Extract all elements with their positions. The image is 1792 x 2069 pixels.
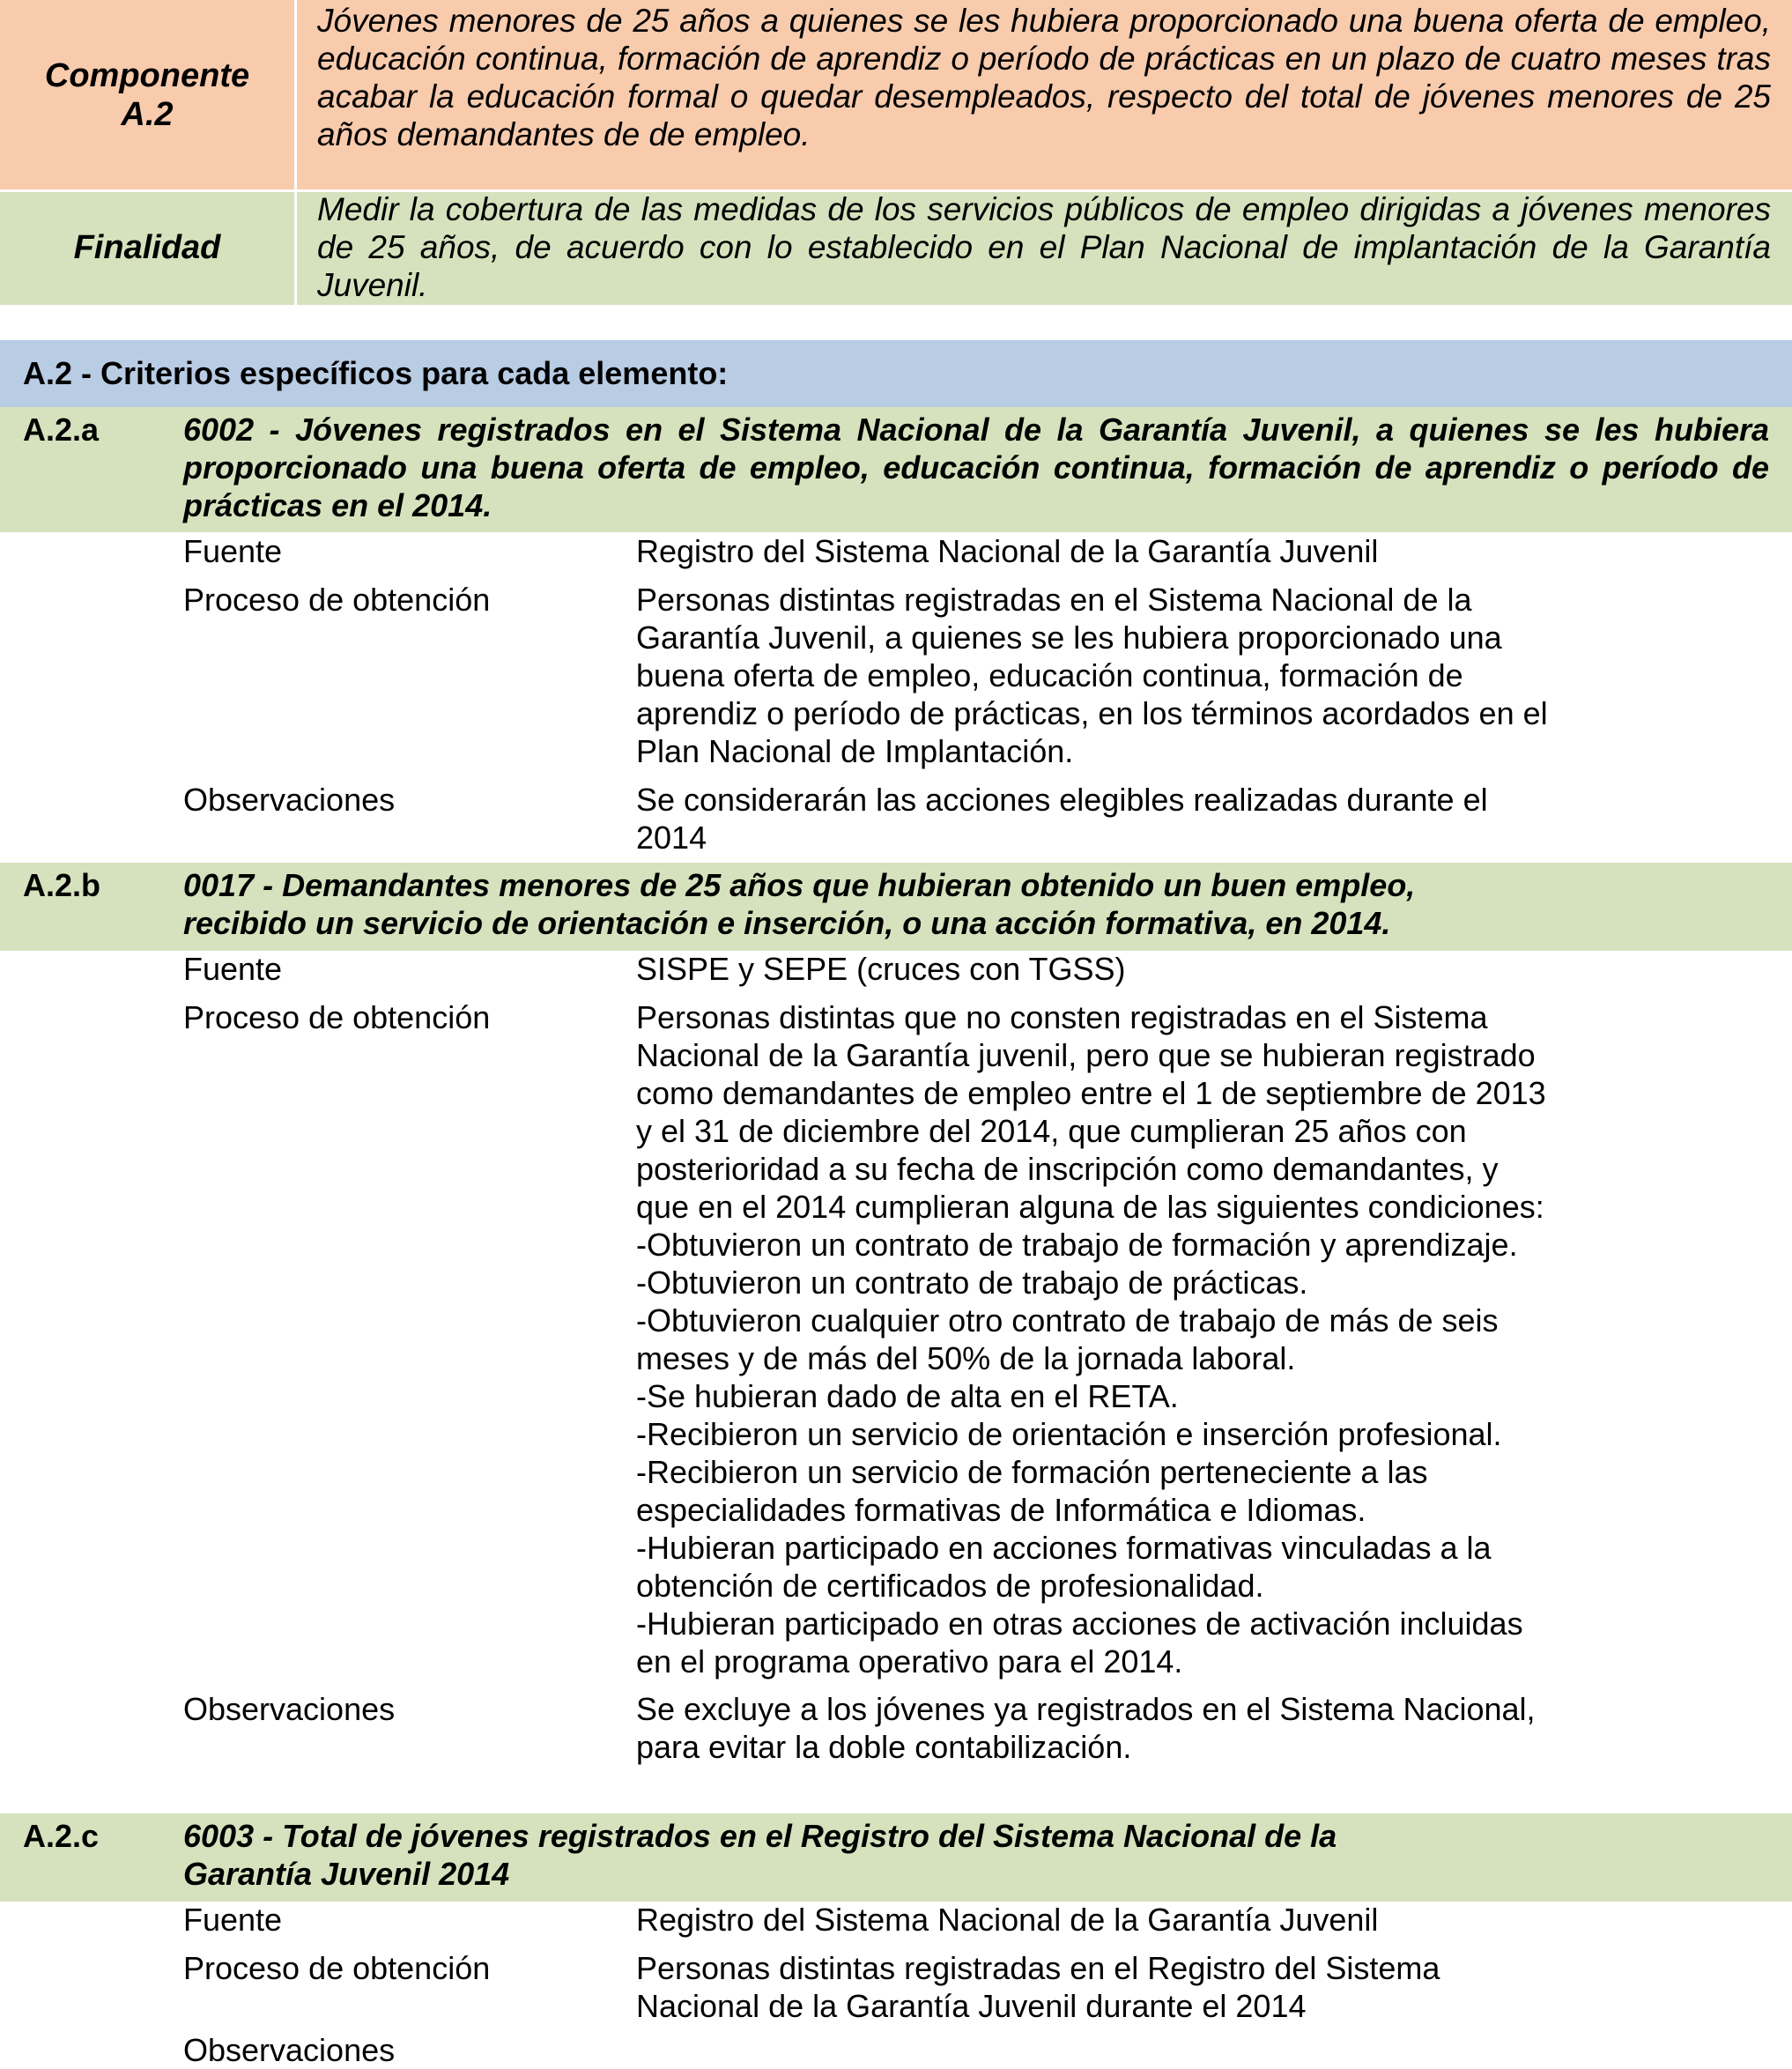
item-c-title: 6003 - Total de jóvenes registrados en el Registro del Sistema Nacional de la Garantía Juvenil 2014 <box>183 1818 1337 1892</box>
item-c-source-label: Fuente <box>183 1902 283 1938</box>
item-c-process-value: Personas distintas registradas en el Registro del Sistema Nacional de la Garantía Juvenil durante el 2014 <box>636 1950 1440 2024</box>
section-header: A.2 - Criterios específicos para cada elemento: <box>23 355 729 391</box>
item-b-source-label: Fuente <box>183 951 283 987</box>
item-a-source-value: Registro del Sistema Nacional de la Garantía Juvenil <box>636 533 1379 569</box>
item-b-process-value: Personas distintas que no consten registradas en el Sistema Nacional de la Garantía juvenil, pero que se hubieran registrado como demandantes de empleo entre el 1 de septiembre de 2013 y el 31 de diciembre del 2014, que cumplieran 25 años con posterioridad a su fecha de inscripción como demandantes, y que en el 2014 cumplieran alguna de las siguientes condiciones: -Obtuvieron un contrato de trabajo de formación y aprendizaje. -Obtuvieron un contrato de trabajo de prácticas. -Obtuvieron cualquier otro contrato de trabajo de más de seis meses y de más del 50% de la jornada laboral. -Se hubieran dado de alta en el RETA. -Recibieron un servicio de orientación e inserción profesional. -Recibieron un servicio de formación perteneciente a las especialidades formativas de Informática e Idiomas. -Hubieran participado en acciones formativas vinculadas a la obtención de certificados de profesionalidad. -Hubieran participado en otras acciones de activación incluidas en el programa operativo para el 2014. <box>636 999 1546 1680</box>
item-c-observations-label: Observaciones <box>183 2032 396 2068</box>
item-a-code: A.2.a <box>23 412 100 448</box>
item-a-observations-label: Observaciones <box>183 782 396 818</box>
component-description: Jóvenes menores de 25 años a quienes se les hubiera proporcionado una buena oferta de empleo, educación continua, formación de aprendiz o período de prácticas en un plazo de cuatro meses tras acabar la educación formal o quedar desempleados, respecto del total de jóvenes menores de 25 años demandantes de de empleo. <box>317 3 1771 152</box>
item-a-process-label: Proceso de obtención <box>183 582 491 618</box>
item-b-code: A.2.b <box>23 867 101 903</box>
item-a-observations-value: Se considerarán las acciones elegibles realizadas durante el 2014 <box>636 782 1488 856</box>
item-b-title: 0017 - Demandantes menores de 25 años que hubieran obtenido un buen empleo, recibido un servicio de orientación e inserción, o una acción formativa, en 2014. <box>183 867 1416 941</box>
component-label <box>0 0 294 190</box>
item-b-source-value: SISPE y SEPE (cruces con TGSS) <box>636 951 1126 987</box>
item-c-process-label: Proceso de obtención <box>183 1950 491 1986</box>
item-c-code: A.2.c <box>23 1818 100 1854</box>
item-a-source-label: Fuente <box>183 533 283 569</box>
component-label-line2: A.2 <box>121 96 174 133</box>
table-column-divider <box>294 0 297 305</box>
item-a-process-value: Personas distintas registradas en el Sistema Nacional de la Garantía Juvenil, a quienes se les hubiera proporcionado una buena oferta de empleo, educación continua, formación de aprendiz o período de prácticas, en los términos acordados en el Plan Nacional de Implantación. <box>636 582 1548 769</box>
purpose-label: Finalidad <box>73 229 221 266</box>
item-c-source-value: Registro del Sistema Nacional de la Garantía Juvenil <box>636 1902 1379 1938</box>
item-b-observations-value: Se excluye a los jóvenes ya registrados en el Sistema Nacional, para evitar la doble contabilización. <box>636 1691 1536 1765</box>
item-b-process-label: Proceso de obtención <box>183 999 491 1035</box>
item-b-observations-label: Observaciones <box>183 1691 396 1727</box>
purpose-description: Medir la cobertura de las medidas de los servicios públicos de empleo dirigidas a jóvenes menores de 25 años, de acuerdo con lo establecido en el Plan Nacional de implantación de la Garantía Juvenil. <box>317 191 1771 303</box>
component-label-line1: Componente <box>44 57 250 94</box>
item-a-title: 6002 - Jóvenes registrados en el Sistema Nacional de la Garantía Juvenil, a quienes se les hubiera proporcionado una buena oferta de empleo, educación continua, formación de aprendiz o período de prácticas en el 2014. <box>183 412 1769 523</box>
